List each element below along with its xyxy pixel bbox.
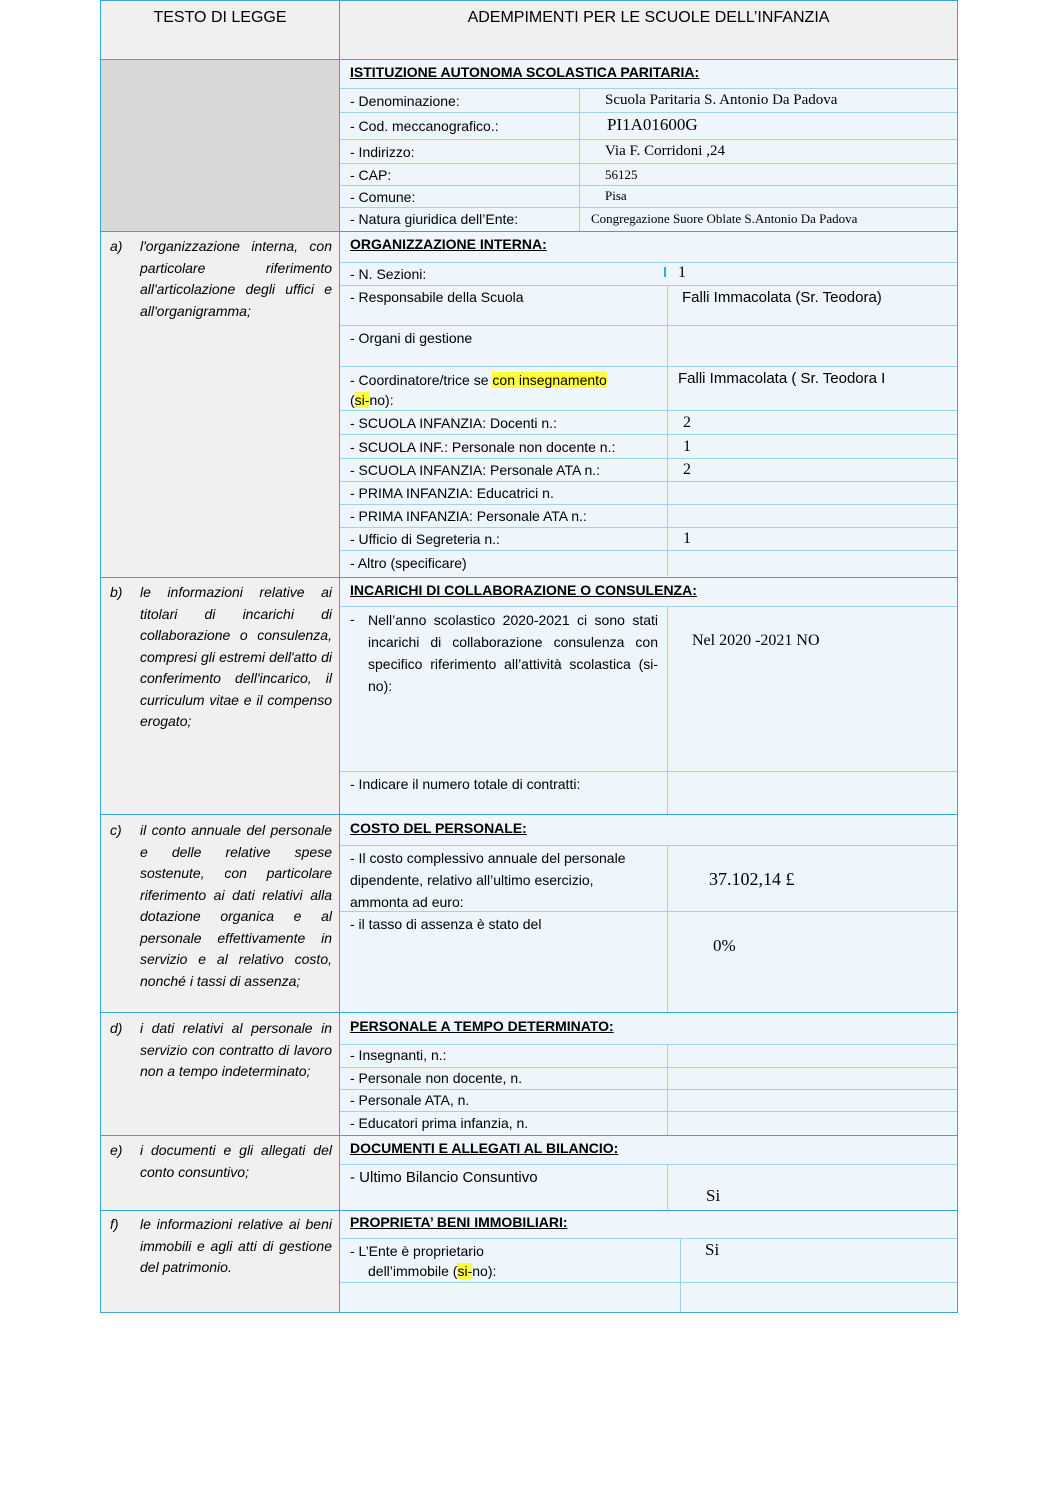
row-divider [340, 207, 957, 208]
legal-column-title: TESTO DI LEGGE [153, 9, 287, 26]
row-divider [340, 481, 957, 482]
responsabile-label: - Responsabile della Scuola [350, 289, 524, 305]
cell-divider [667, 846, 668, 1012]
legal-body-c: il conto annuale del personale e delle relative spese sostenute, con particolare riferimento ai dati relativi alla dotazione organica e al personale effettivamente in servizio e al relativo costo, nonché i tassi di assenza; [140, 822, 332, 989]
cell-divider [667, 1165, 668, 1210]
legal-body-d: i dati relativi al personale in servizio con contratto di lavoro non a tempo indeterminato; [140, 1020, 332, 1079]
row-divider [340, 434, 957, 435]
numero-contratti-label: - Indicare il numero totale di contratti: [350, 776, 581, 792]
coordinatore-text: - Coordinatore/trice se [350, 372, 493, 388]
letter-a: a) [110, 238, 123, 254]
row-divider [340, 550, 957, 551]
tasso-assenza-label: - il tasso di assenza è stato del [350, 916, 542, 932]
row-divider [340, 366, 957, 367]
cell-marker [664, 267, 666, 277]
letter-d: d) [110, 1020, 123, 1036]
costo-complessivo-value: 37.102,14 £ [709, 869, 795, 889]
prima-infanzia-ata-label: - PRIMA INFANZIA: Personale ATA n.: [350, 508, 587, 524]
proprietario-highlight: si- [457, 1263, 473, 1279]
header-divider [101, 59, 957, 60]
proprietario-text: dell’immobile ( [368, 1263, 458, 1279]
educatrici-label: - PRIMA INFANZIA: Educatrici n. [350, 485, 554, 501]
coordinatore-text: ( [350, 392, 355, 408]
row-divider [340, 1044, 957, 1045]
costo-personale-title: COSTO DEL PERSONALE: [350, 820, 527, 836]
personale-non-docente-label: - Personale non docente, n. [350, 1070, 523, 1086]
row-divider [340, 1111, 957, 1112]
row-divider [340, 606, 957, 607]
indirizzo-label: - Indirizzo: [350, 144, 415, 160]
row-divider [340, 163, 957, 164]
row-divider [340, 1067, 957, 1068]
beni-immobiliari-title: PROPRIETA’ BENI IMMOBILIARI: [350, 1214, 568, 1230]
coordinatore-value: Falli Immacolata ( Sr. Teodora I [678, 370, 886, 387]
incarichi-value: Nel 2020 -2021 NO [692, 632, 820, 649]
comune-label: - Comune: [350, 189, 416, 205]
denominazione-value: Scuola Paritaria S. Antonio Da Padova [605, 92, 838, 108]
row-divider [340, 262, 957, 263]
legal-body-f: le informazioni relative ai beni immobili e agli atti di gestione del patrimonio. [140, 1216, 332, 1275]
cap-value: 56125 [605, 167, 638, 182]
proprietario-value: Si [705, 1240, 720, 1259]
row-divider [340, 1238, 957, 1239]
legal-text-f [110, 1214, 332, 1279]
row-divider [340, 325, 957, 326]
ata-label: - SCUOLA INFANZIA: Personale ATA n.: [350, 462, 601, 478]
denominazione-label: - Denominazione: [350, 93, 460, 109]
educatori-label: - Educatori prima infanzia, n. [350, 1115, 529, 1131]
legal-text-a [110, 236, 332, 322]
coordinatore-highlight: con insegnamento [492, 372, 607, 388]
row-divider [340, 771, 957, 772]
responsabile-value: Falli Immacolata (Sr. Teodora) [682, 289, 882, 306]
letter-b: b) [110, 584, 123, 600]
legal-body-a: l'organizzazione interna, con particolare riferimento all'articolazione degli uffici e all'organigramma; [140, 238, 332, 319]
cell-divider [680, 1239, 681, 1312]
section-divider [101, 231, 957, 232]
costo-complessivo-label: - Il costo complessivo annuale del personale dipendente, relativo all’ultimo esercizio, ammonta ad euro: [350, 850, 626, 910]
personale-ata-label: - Personale ATA, n. [350, 1092, 470, 1108]
n-sezioni-value: 1 [678, 264, 686, 281]
row-divider [340, 911, 957, 912]
non-docente-label: - SCUOLA INF.: Personale non docente n.: [350, 439, 616, 455]
ata-value: 2 [683, 461, 691, 478]
cell-divider [579, 89, 580, 231]
bilancio-label: - Ultimo Bilancio Consuntivo [350, 1169, 538, 1186]
documenti-title: DOCUMENTI E ALLEGATI AL BILANCIO: [350, 1140, 619, 1156]
row-divider [340, 88, 957, 89]
legal-body-b: le informazioni relative ai titolari di incarichi di collaborazione o consulenza, compresi gli estremi dell'atto di conferimento dell'incarico, il curriculum vitae e il compenso erogato; [140, 584, 332, 729]
bilancio-value: Si [706, 1186, 721, 1205]
legal-text-d [110, 1018, 332, 1083]
cell-divider [667, 607, 668, 814]
natura-giuridica-label: - Natura giuridica dell’Ente: [350, 211, 519, 227]
proprietario-text: no): [472, 1263, 497, 1279]
row-divider [340, 504, 957, 505]
coordinatore-label [350, 370, 607, 410]
letter-e: e) [110, 1142, 123, 1158]
cod-meccanografico-value: PI1A01600G [607, 115, 698, 134]
row-divider [340, 458, 957, 459]
comune-value: Pisa [605, 188, 627, 203]
istituzione-title: ISTITUZIONE AUTONOMA SCOLASTICA PARITARIA: [350, 64, 700, 80]
requirements-column-title: ADEMPIMENTI PER LE SCUOLE DELL’INFANZIA [467, 9, 830, 26]
row-divider [340, 139, 957, 140]
legal-text-b [110, 582, 332, 733]
letter-c: c) [110, 822, 122, 838]
docenti-value: 2 [683, 414, 691, 431]
section-divider [101, 1135, 957, 1136]
row-divider [340, 410, 957, 411]
altro-label: - Altro (specificare) [350, 555, 467, 571]
row-divider [340, 1282, 957, 1283]
n-sezioni-label: - N. Sezioni: [350, 266, 427, 282]
coordinatore-text: no): [369, 392, 394, 408]
section-divider [101, 1210, 957, 1211]
row-divider [340, 112, 957, 113]
legal-text-e [110, 1140, 332, 1183]
section-divider [101, 814, 957, 815]
section-divider [101, 1012, 957, 1013]
organi-gestione-label: - Organi di gestione [350, 330, 473, 346]
coordinatore-highlight: si- [354, 392, 370, 408]
section-divider [101, 577, 957, 578]
cell-divider [667, 1045, 668, 1135]
segreteria-label: - Ufficio di Segreteria n.: [350, 531, 500, 547]
indirizzo-value: Via F. Corridoni ,24 [605, 143, 725, 159]
letter-f: f) [110, 1216, 119, 1232]
row-divider [340, 185, 957, 186]
cap-label: - CAP: [350, 167, 392, 183]
proprietario-text: - L’Ente è proprietario [350, 1243, 484, 1259]
natura-giuridica-value: Congregazione Suore Oblate S.Antonio Da Padova [591, 211, 858, 226]
organizzazione-title: ORGANIZZAZIONE INTERNA: [350, 236, 547, 252]
row-divider [340, 845, 957, 846]
incarichi-question: Nell’anno scolastico 2020-2021 ci sono stati incarichi di collaborazione consulenza con specifico riferimento all’attività scolastica (si-no): [368, 612, 658, 694]
non-docente-value: 1 [683, 438, 691, 455]
dash-marker: - [350, 611, 355, 627]
incarichi-title: INCARICHI DI COLLABORAZIONE O CONSULENZA: [350, 582, 697, 598]
row-divider [340, 1089, 957, 1090]
insegnanti-label: - Insegnanti, n.: [350, 1047, 447, 1063]
cod-meccanografico-label: - Cod. meccanografico.: [350, 118, 499, 134]
tasso-assenza-value: 0% [713, 936, 736, 955]
row-divider [340, 527, 957, 528]
column-divider [339, 0, 340, 1313]
proprietario-label [350, 1241, 496, 1281]
legal-text-c [110, 820, 332, 992]
segreteria-value: 1 [683, 530, 691, 547]
row-divider [340, 285, 957, 286]
cell-divider [667, 286, 668, 576]
tempo-determinato-title: PERSONALE A TEMPO DETERMINATO: [350, 1018, 614, 1034]
row-divider [340, 1164, 957, 1165]
docenti-label: - SCUOLA INFANZIA: Docenti n.: [350, 415, 557, 431]
legal-body-e: i documenti e gli allegati del conto consuntivo; [140, 1142, 332, 1180]
